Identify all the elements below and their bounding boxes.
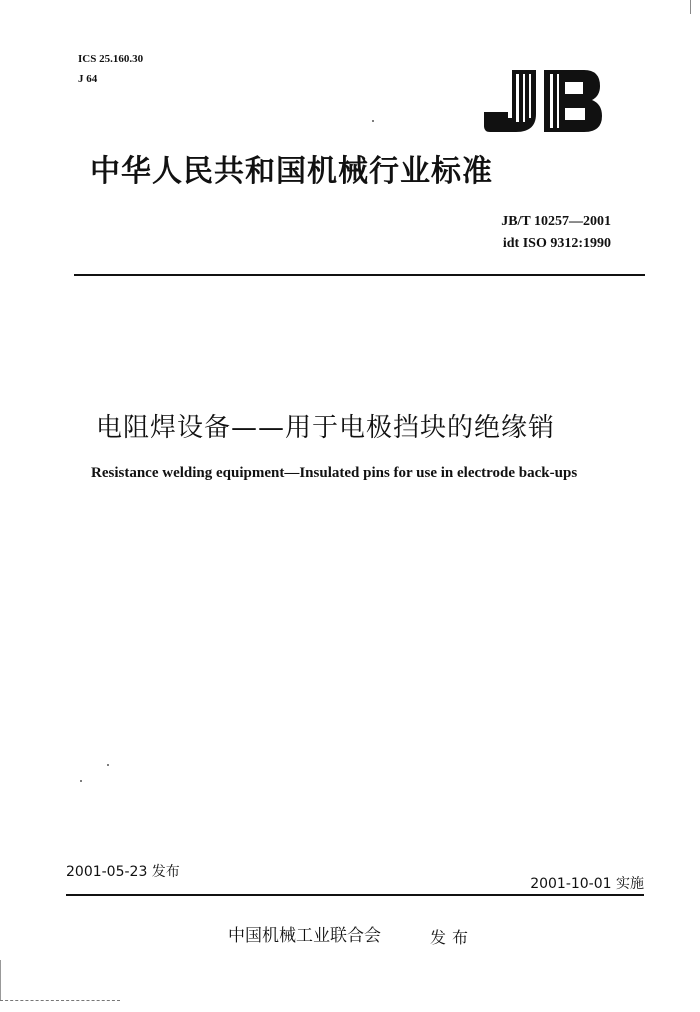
header-divider	[74, 274, 645, 276]
scan-edge-line	[0, 1000, 120, 1002]
issuer-name: 中国机械工业联合会	[228, 926, 381, 946]
scan-speck	[80, 780, 82, 782]
footer-divider	[66, 894, 644, 896]
scan-edge-vertical	[0, 960, 1, 1000]
standard-idt: idt ISO 9312:1990	[502, 236, 611, 251]
scan-corner-mark	[690, 0, 691, 14]
document-title-cn: 电阻焊设备——用于电极挡块的绝缘销	[96, 413, 556, 443]
scan-speck	[372, 120, 374, 122]
jb-logo	[482, 68, 602, 134]
issue-label: 发布	[430, 928, 475, 947]
standard-number: JB/T 10257—2001	[501, 214, 611, 229]
classification-code: J 64	[78, 73, 98, 85]
ics-code: ICS 25.160.30	[78, 53, 144, 65]
publish-date: 2001-05-23 发布	[66, 864, 180, 880]
scan-speck	[107, 764, 109, 766]
document-header-title: 中华人民共和国机械行业标准	[90, 154, 493, 189]
document-title-en: Resistance welding equipment—Insulated pins for use in electrode back-ups	[91, 465, 578, 481]
implement-date: 2001-10-01 实施	[530, 876, 644, 892]
